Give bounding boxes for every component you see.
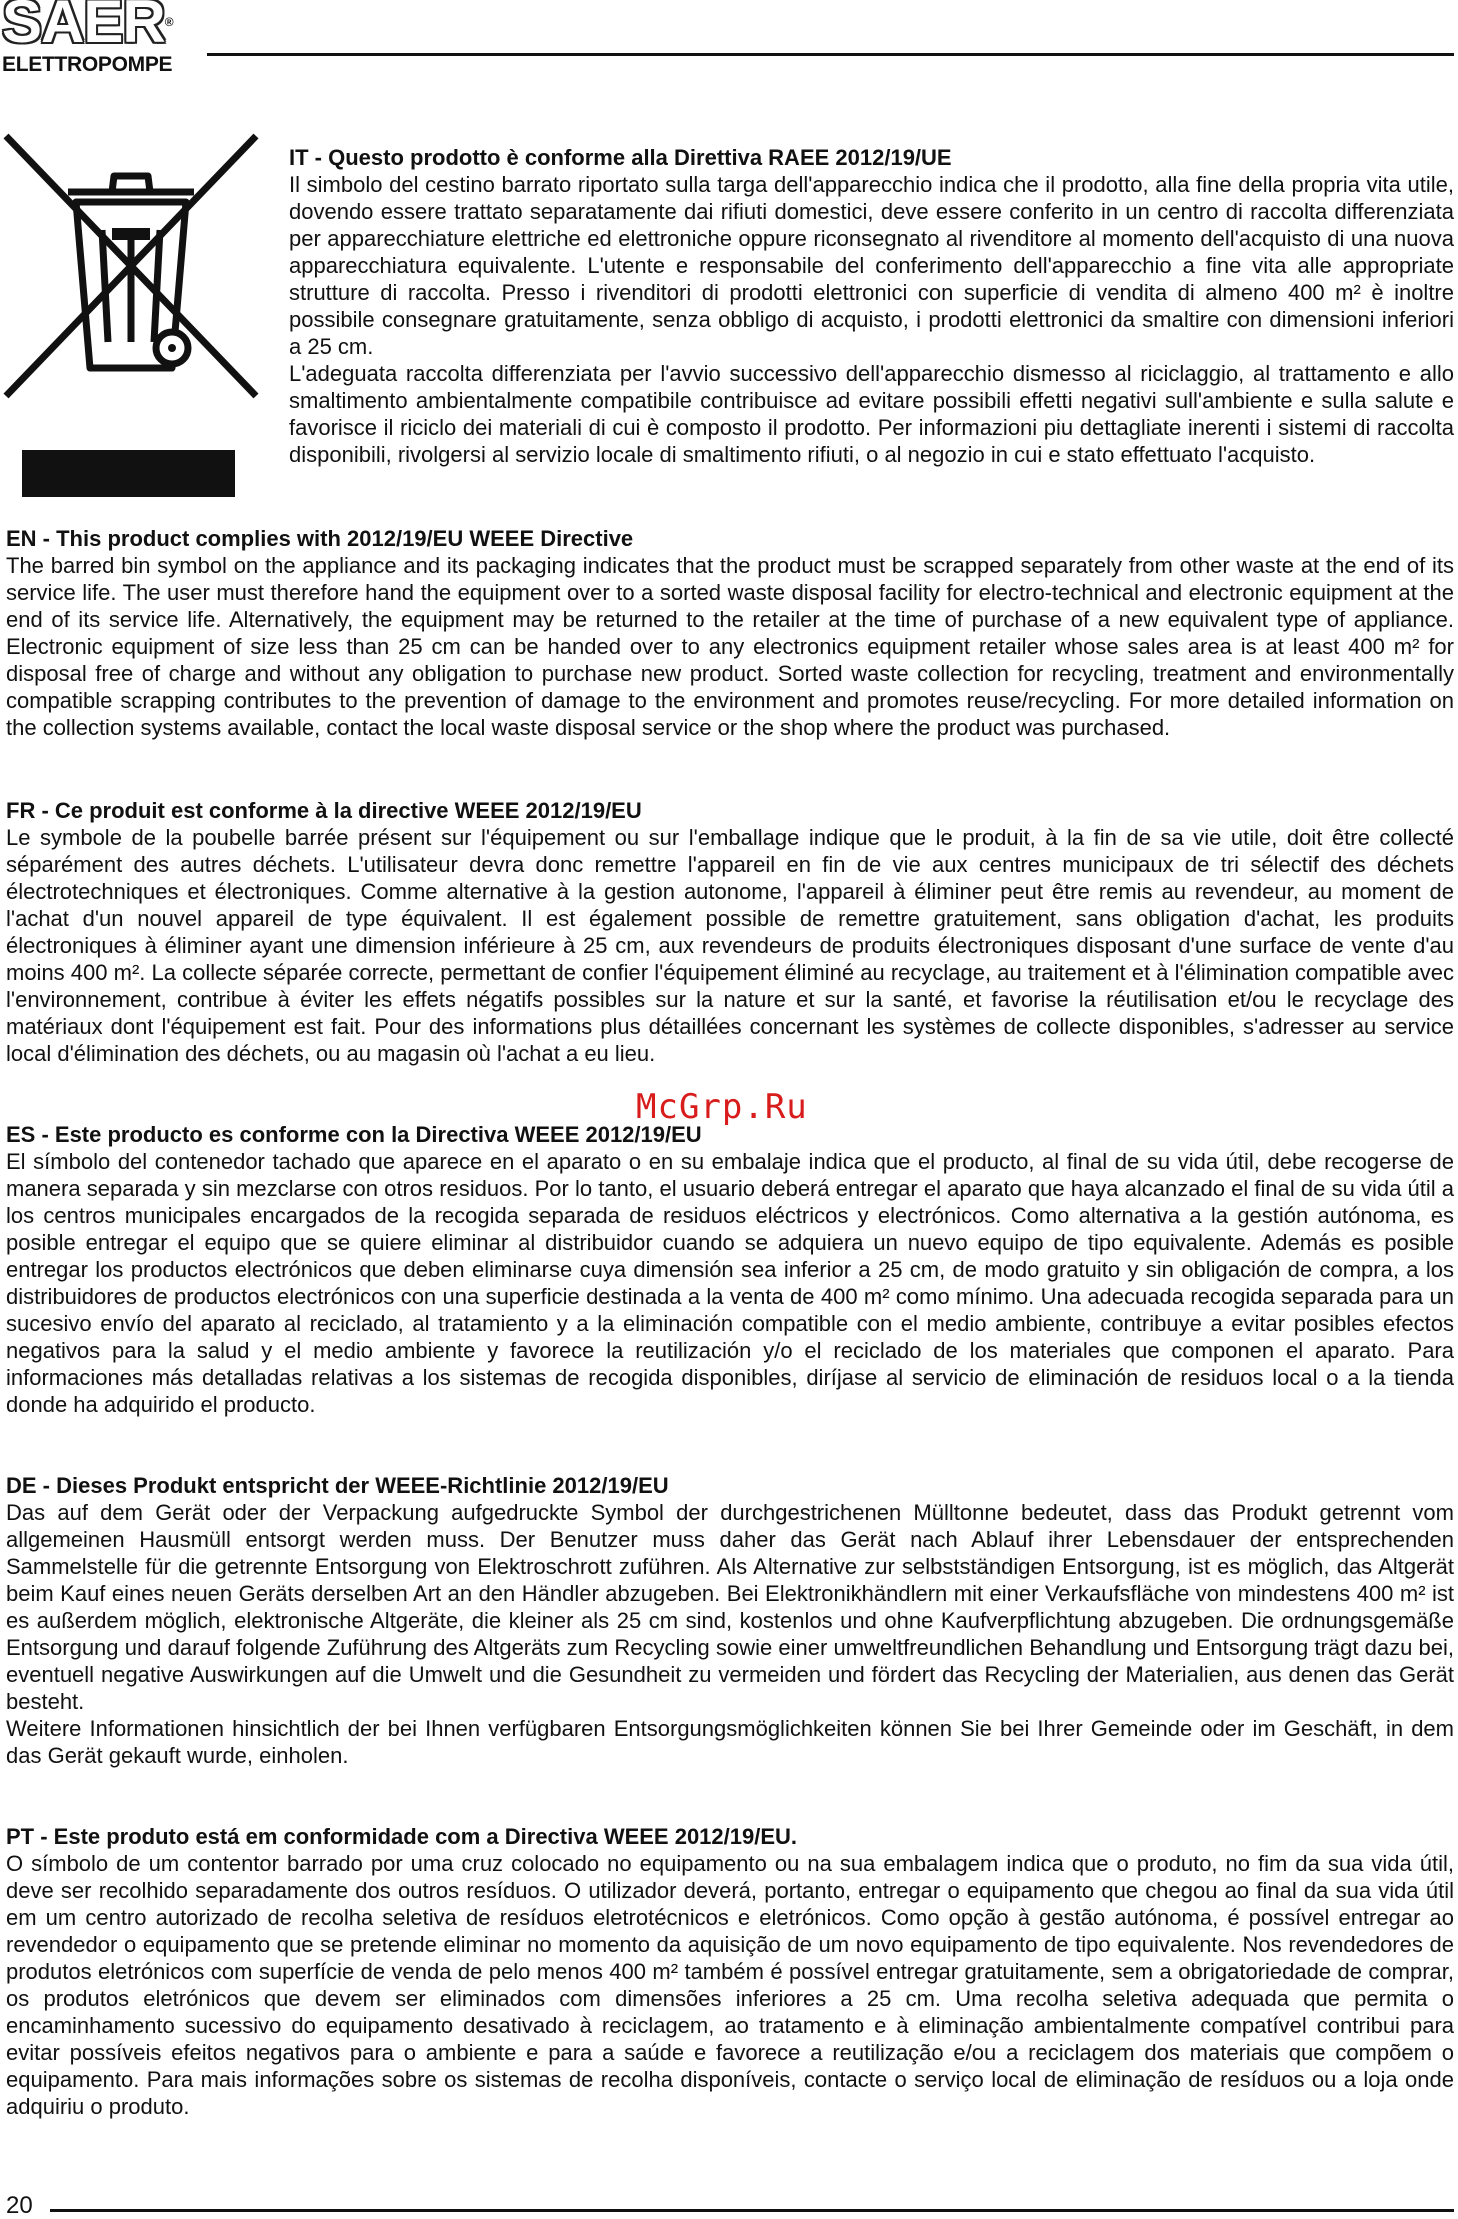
registered-mark: ® [164, 15, 173, 29]
section-paragraph: O símbolo de um contentor barrado por uma cruz colocado no equipamento ou na sua embalagem indica que o produto, no fim da sua vida útil, deve ser recolhido separadamente dos outros resíduos. O utilizador deverá, portanto, entregar o equipamento que chegou ao final da sua vida útil em um centro autorizado de recolha seletiva de resíduos eletrotécnicos e eletrónicos. Como opção à gestão autónoma, é possível entregar ao revendedor o equipamento que se pretende eliminar no momento da aquisição de um novo equipamento de tipo equivalente. Nos revendedores de produtos eletrónicos com superfície de venda de pelo menos 400 m² também é possível entregar gratuitamente, sem a obrigatoriedade de comprar, os produtos eletrónicos que devem ser eliminados com dimensões inferiores a 25 cm. Uma recolha seletiva adequada que permita o encaminhamento sucessivo do equipamento desativado à reciclagem, ao tratamento e à eliminação ambientalmente compatível contribui para evitar possíveis efeitos negativos para o ambiente e para a saúde e favorece a reutilização e/ou a reciclagem dos materiais que compõem o equipamento. Para mais informações sobre os sistemas de recolha disponíveis, contacte o serviço local de eliminação de resíduos ou a loja onde adquiriu o produto. [6, 1851, 1454, 2119]
section-pt [6, 1823, 1454, 2120]
section-paragraph: Il simbolo del cestino barrato riportato sulla targa dell'apparecchio indica che il prodotto, alla fine della propria vita utile, dovendo essere trattato separatamente dai rifiuti domestici, deve essere conferito in un centro di raccolta differenziata per apparecchiature elettriche ed elettroniche oppure riconsegnato al rivenditore al momento dell'acquisto di una nuova apparecchiatura equivalente. L'utente e responsabile del conferimento dell'apparecchio a fine vita alle appropriate strutture di raccolta. Presso i rivenditori di prodotti elettronici con superficie di vendita di almeno 400 m² è inoltre possibile consegnare gratuitamente, senza obbligo di acquisto, i prodotti elettronici da smaltire con dimensioni inferiori a 25 cm. [289, 172, 1454, 359]
section-es [6, 1121, 1454, 1418]
section-heading: ES - Este producto es conforme con la Directiva WEEE 2012/19/EU [6, 1122, 702, 1147]
section-paragraph: The barred bin symbol on the appliance and its packaging indicates that the product must be scrapped separately from other waste at the end of its service life. The user must therefore hand the equipment over to a sorted waste disposal facility for electro-technical and electronic equipment at the end of its service life. Alternatively, the equipment may be returned to the retailer at the time of purchase of a new equivalent type of appliance. Electronic equipment of size less than 25 cm can be handed over to any electronics equipment retailer whose sales area is at least 400 m² for disposal free of charge and without any obligation to purchase new product. Sorted waste collection for recycling, treatment and environmentally compatible scrapping contributes to the prevention of damage to the environment and promotes reuse/recycling. For more detailed information on the collection systems available, contact the local waste disposal service or the shop where the product was purchased. [6, 553, 1454, 740]
section-paragraph: Weitere Informationen hinsichtlich der bei Ihnen verfügbaren Entsorgungsmöglichkeiten können Sie bei Ihrer Gemeinde oder im Geschäft, in dem das Gerät gekauft wurde, einholen. [6, 1716, 1454, 1768]
section-heading: DE - Dieses Produkt entspricht der WEEE-Richtlinie 2012/19/EU [6, 1473, 669, 1498]
brand-logo [2, 0, 173, 76]
section-paragraph: Le symbole de la poubelle barrée présent sur l'équipement ou sur l'emballage indique que le produit, à la fin de sa vie utile, doit être collecté séparément des autres déchets. L'utilisateur devra donc remettre l'appareil en fin de vie aux centres municipaux de tri sélectif des déchets électrotechniques et électroniques. Comme alternative à la gestion autonome, l'appareil à éliminer peut être remis au revendeur, au moment de l'achat d'un nouvel appareil de type équivalent. Il est également possible de remettre gratuitement, sans obligation d'achat, les produits électroniques à éliminer ayant une dimension inférieure à 25 cm, aux revendeurs de produits électroniques disposant d'une surface de vente d'au moins 400 m². La collecte séparée correcte, permettant de confier l'équipement éliminé au recyclage, au traitement et à l'élimination compatible avec l'environnement, contribue à éviter les effets négatifs possibles sur la nature et sur la santé, et favorise la réutilisation et/ou le recyclage des matériaux dont l'équipement est fait. Pour des informations plus détaillées concernant les systèmes de collecte disponibles, s'adresser au service local d'élimination des déchets, ou au magasin où l'achat a eu lieu. [6, 825, 1454, 1066]
section-heading: EN - This product complies with 2012/19/EU WEEE Directive [6, 526, 634, 551]
header-rule [207, 53, 1454, 56]
section-heading: FR - Ce produit est conforme à la directive WEEE 2012/19/EU [6, 798, 642, 823]
brand-name: SAER® [2, 0, 173, 55]
section-fr [6, 797, 1454, 1067]
section-paragraph: El símbolo del contenedor tachado que aparece en el aparato o en su embalaje indica que el producto, al final de su vida útil, debe recogerse de manera separada y sin mezclarse con otros residuos. Por lo tanto, el usuario deberá entregar el aparato que haya alcanzado el final de su vida útil a los centros municipales encargados de la recogida separada de residuos eléctricos y electrónicos. Como alternativa a la gestión autónoma, es posible entregar el equipo que se quiere eliminar al distribuidor cuando se adquiera un nuevo equipo de tipo equivalente. Además es posible entregar los productos electrónicos que deben eliminarse cuya dimensión sea inferior a 25 cm, de modo gratuito y sin obligación de compra, a los distribuidores de productos electrónicos con una superficie destinada a la venta de 400 m² como mínimo. Una adecuada recogida separada para un sucesivo envío del aparato al reciclado, al tratamiento y a la eliminación compatible con el medio ambiente, contribuye a evitar posibles efectos negativos para la salud y el medio ambiente y favorece la reutilización y/o el reciclado de los materiales que componen el aparato. Para informaciones más detalladas relativas a los sistemas de recogida disponibles, diríjase al servicio de eliminación de residuos local o a la tienda donde ha adquirido el producto. [6, 1149, 1454, 1417]
weee-bin-icon [2, 132, 260, 400]
page-number: 20 [6, 2192, 33, 2219]
section-paragraph: Das auf dem Gerät oder der Verpackung aufgedruckte Symbol der durchgestrichenen Mülltonne bedeutet, dass das Produkt getrennt vom allgemeinen Hausmüll entsorgt werden muss. Der Benutzer muss daher das Gerät nach Ablauf ihrer Lebensdauer der entsprechenden Sammelstelle für die getrennte Entsorgung von Elektroschrott zuführen. Als Alternative zur selbstständigen Entsorgung, ist es möglich, das Altgerät beim Kauf eines neuen Geräts derselben Art an den Händler abzugeben. Bei Elektronikhändlern mit einer Verkaufsfläche von mindestens 400 m² ist es außerdem möglich, elektronische Altgeräte, die kleiner als 25 cm sind, kostenlos und ohne Kaufverpflichtung abzugeben. Die ordnungsgemäße Entsorgung und darauf folgende Zuführung des Altgeräts zum Recycling sowie einer umweltfreundlichen Behandlung und Entsorgung trägt dazu bei, eventuell negative Auswirkungen auf die Umwelt und die Gesundheit zu vermeiden und fördert das Recycling der Materialien, aus denen das Gerät besteht. [6, 1500, 1454, 1714]
section-de [6, 1472, 1454, 1769]
section-heading: PT - Este produto está em conformidade com a Directiva WEEE 2012/19/EU. [6, 1824, 798, 1849]
section-en [6, 525, 1454, 741]
footer-rule [50, 2209, 1454, 2212]
brand-subtitle: ELETTROPOMPE [2, 53, 173, 76]
section-heading: IT - Questo prodotto è conforme alla Direttiva RAEE 2012/19/UE [289, 145, 952, 170]
section-it [289, 144, 1454, 468]
weee-marking-bar [22, 450, 235, 497]
watermark: McGrp.Ru [636, 1087, 808, 1127]
section-paragraph: L'adeguata raccolta differenziata per l'avvio successivo dell'apparecchio dismesso al riciclaggio, al trattamento e allo smaltimento ambientalmente compatibile contribuisce ad evitare possibili effetti negativi sull'ambiente e sulla salute e favorisce il riciclo dei materiali di cui è composto il prodotto. Per informazioni piu dettagliate inerenti i sistemi di raccolta disponibili, rivolgersi al servizio locale di smaltimento rifiuti, o al negozio in cui e stato effettuato l'acquisto. [289, 361, 1454, 467]
